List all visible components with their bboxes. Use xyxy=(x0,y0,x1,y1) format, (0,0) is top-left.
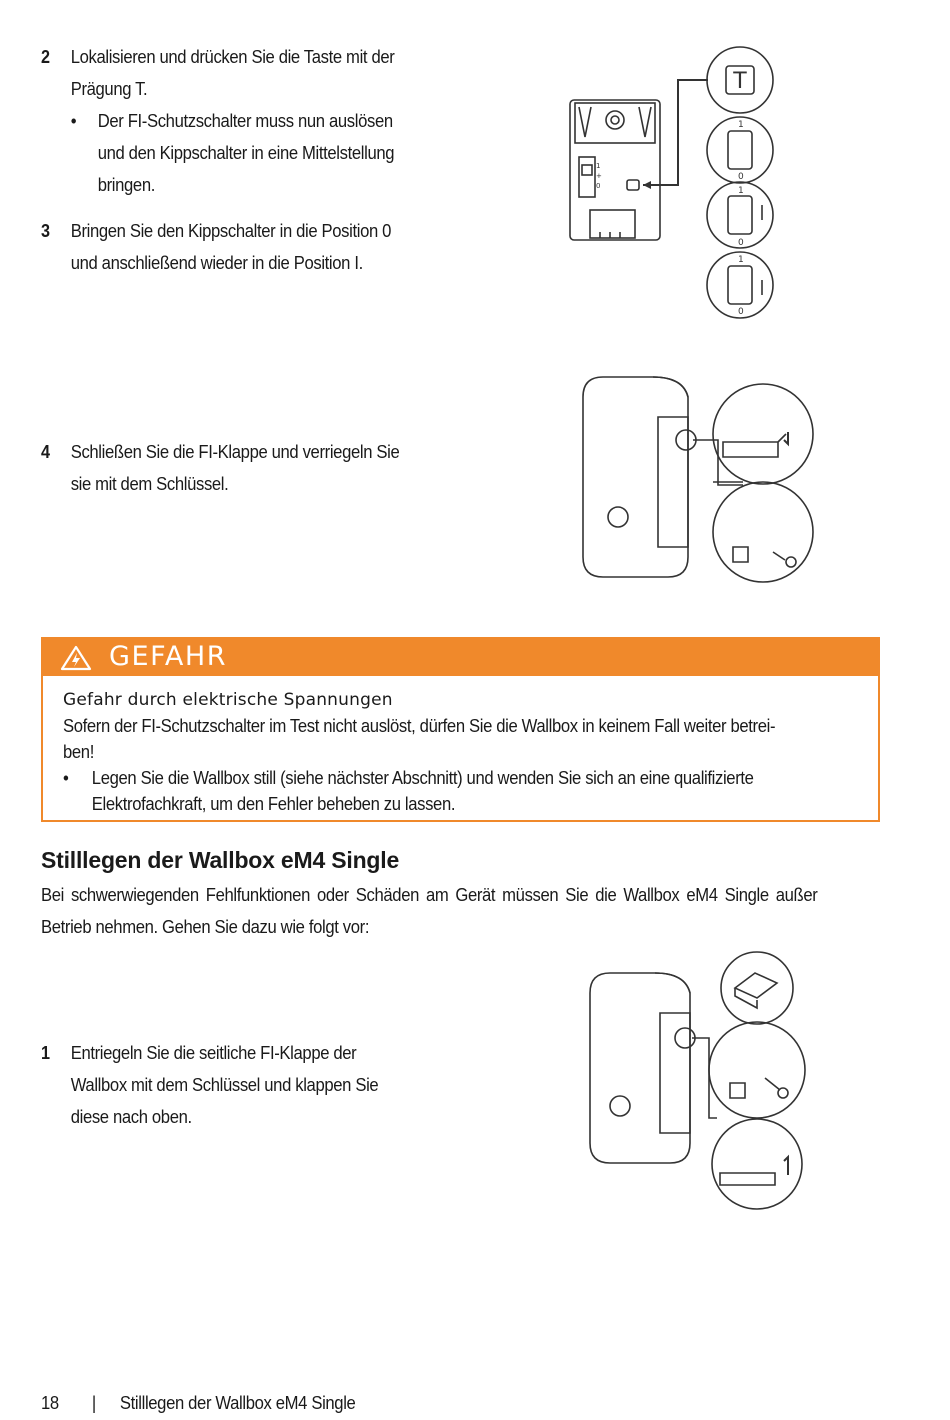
step-4 xyxy=(41,436,399,500)
close-flap-illustration xyxy=(578,372,818,592)
step-1-line-2: Wallbox mit dem Schlüssel und klappen Sie xyxy=(70,1074,379,1095)
section-intro-line-2: Betrieb nehmen. Gehen Sie dazu wie folgt vor: xyxy=(41,916,370,937)
svg-text:0: 0 xyxy=(738,307,744,317)
step-number: 4 xyxy=(41,442,50,462)
section-title: Stilllegen der Wallbox eM4 Single xyxy=(41,847,400,873)
warning-title: GEFAHR xyxy=(109,641,228,672)
switch-position-1: 1 xyxy=(738,120,744,130)
page-footer xyxy=(41,1392,355,1414)
step-number: 2 xyxy=(41,47,50,67)
step-2-sub-line-3: bringen. xyxy=(97,174,155,195)
warning-header xyxy=(43,639,878,676)
warning-text-line-1: Sofern der FI-Schutzschalter im Test nicht auslöst, dürfen Sie die Wallbox in keinem Fall weiter betrei- xyxy=(63,715,776,736)
fi-breaker-test-illustration xyxy=(565,45,780,325)
panel-label-1: 1 xyxy=(596,162,601,170)
footer-separator: | xyxy=(91,1392,96,1413)
svg-text:1: 1 xyxy=(738,255,744,265)
step-3-line-2: und anschließend wieder in die Position I. xyxy=(70,252,363,273)
section-intro xyxy=(41,879,883,943)
warning-text-line-2: ben! xyxy=(63,741,94,762)
electrical-hazard-icon xyxy=(60,645,92,671)
step-4-line-2: sie mit dem Schlüssel. xyxy=(70,473,229,494)
panel-label-mid: + xyxy=(596,172,602,180)
step-1 xyxy=(41,1037,378,1133)
step-3 xyxy=(41,215,391,279)
warning-subtitle: Gefahr durch elektrische Spannungen xyxy=(63,690,393,710)
step-2-bullet: • Der FI-Schutzschalter muss nun auslösen xyxy=(70,110,393,131)
step-2-line-2: Prägung T. xyxy=(70,78,148,99)
step-2-sub-line-2: und den Kippschalter in eine Mittelstellung xyxy=(97,142,395,163)
warning-body xyxy=(63,687,873,817)
panel-label-0: 0 xyxy=(596,182,601,190)
switch-position-0: 0 xyxy=(738,172,744,182)
footer-chapter: Stilllegen der Wallbox eM4 Single xyxy=(119,1392,356,1413)
step-3-line-1: 3 Bringen Sie den Kippschalter in die Position 0 xyxy=(41,215,391,247)
section-intro-line-1: Bei schwerwiegenden Fehlfunktionen oder Schäden am Gerät müssen Sie die Wallbox eM4 Single außer xyxy=(41,884,818,905)
svg-text:0: 0 xyxy=(738,238,744,248)
step-1-line-3: diese nach oben. xyxy=(70,1106,192,1127)
t-button-label: T xyxy=(733,69,747,94)
step-number: 3 xyxy=(41,221,50,241)
page-number: 18 xyxy=(41,1392,59,1413)
svg-text:1: 1 xyxy=(738,186,744,196)
step-number: 1 xyxy=(41,1043,50,1063)
step-2-line-1: 2 Lokalisieren und drücken Sie die Taste mit der xyxy=(41,41,394,73)
step-4-line-1: 4 Schließen Sie die FI-Klappe und verriegeln Sie xyxy=(41,436,399,468)
open-flap-illustration xyxy=(585,948,810,1213)
step-2 xyxy=(41,41,394,201)
danger-warning-box xyxy=(41,637,880,822)
warning-bullet-item-line-2: Elektrofachkraft, um den Fehler beheben zu lassen. xyxy=(91,793,456,814)
warning-bullet-item: • Legen Sie die Wallbox still (siehe nächster Abschnitt) und wenden Sie sich an eine qualifizierte xyxy=(63,767,754,788)
step-1-line-1: 1 Entriegeln Sie die seitliche FI-Klappe der xyxy=(41,1037,378,1069)
